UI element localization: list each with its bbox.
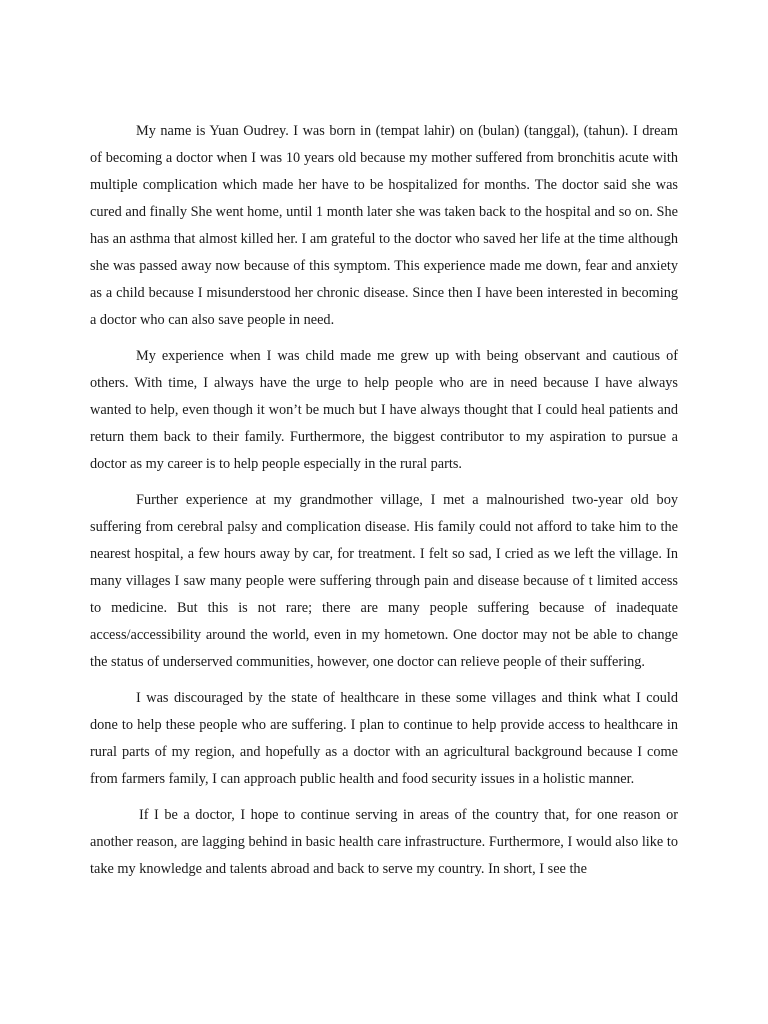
paragraph-3: Further experience at my grandmother village, I met a malnourished two-year old boy suffering from cerebral palsy and complication disease. His family could not afford to take him to the nearest hospital, a few hours away by car, for treatment. I felt so sad, I cried as we left the village. In many villages I saw many people were suffering through pain and disease because of t limited access to medicine. But this is not rare; there are many people suffering because of inadequate access/accessibility around the world, even in my hometown. One doctor may not be able to change the status of underserved communities, however, one doctor can relieve people of their suffering. <box>90 492 678 670</box>
paragraph-1: My name is Yuan Oudrey. I was born in (tempat lahir) on (bulan) (tanggal), (tahun). I dream of becoming a doctor when I was 10 years old because my mother suffered from bronchitis acute with multiple complication which made her have to be hospitalized for months. The doctor said she was cured and finally She went home, until 1 month later she was taken back to the hospital and so on. She has an asthma that almost killed her. I am grateful to the doctor who saved her life at the time although she was passed away now because of this symptom. This experience made me down, fear and anxiety as a child because I misunderstood her chronic disease. Since then I have been interested in becoming a doctor who can also save people in need. <box>90 123 678 328</box>
document-body <box>90 118 678 892</box>
paragraph-5: If I be a doctor, I hope to continue serving in areas of the country that, for one reason or another reason, are lagging behind in basic health care infrastructure. Furthermore, I would also like to take my knowledge and talents abroad and back to serve my country. In short, I see the <box>90 807 678 877</box>
paragraph-2: My experience when I was child made me grew up with being observant and cautious of others. With time, I always have the urge to help people who are in need because I have always wanted to help, even though it won’t be much but I have always thought that I could heal patients and return them back to their family. Furthermore, the biggest contributor to my aspiration to pursue a doctor as my career is to help people especially in the rural parts. <box>90 348 678 472</box>
paragraph-4: I was discouraged by the state of healthcare in these some villages and think what I could done to help these people who are suffering. I plan to continue to help provide access to healthcare in rural parts of my region, and hopefully as a doctor with an agricultural background because I come from farmers family, I can approach public health and food security issues in a holistic manner. <box>90 690 678 787</box>
